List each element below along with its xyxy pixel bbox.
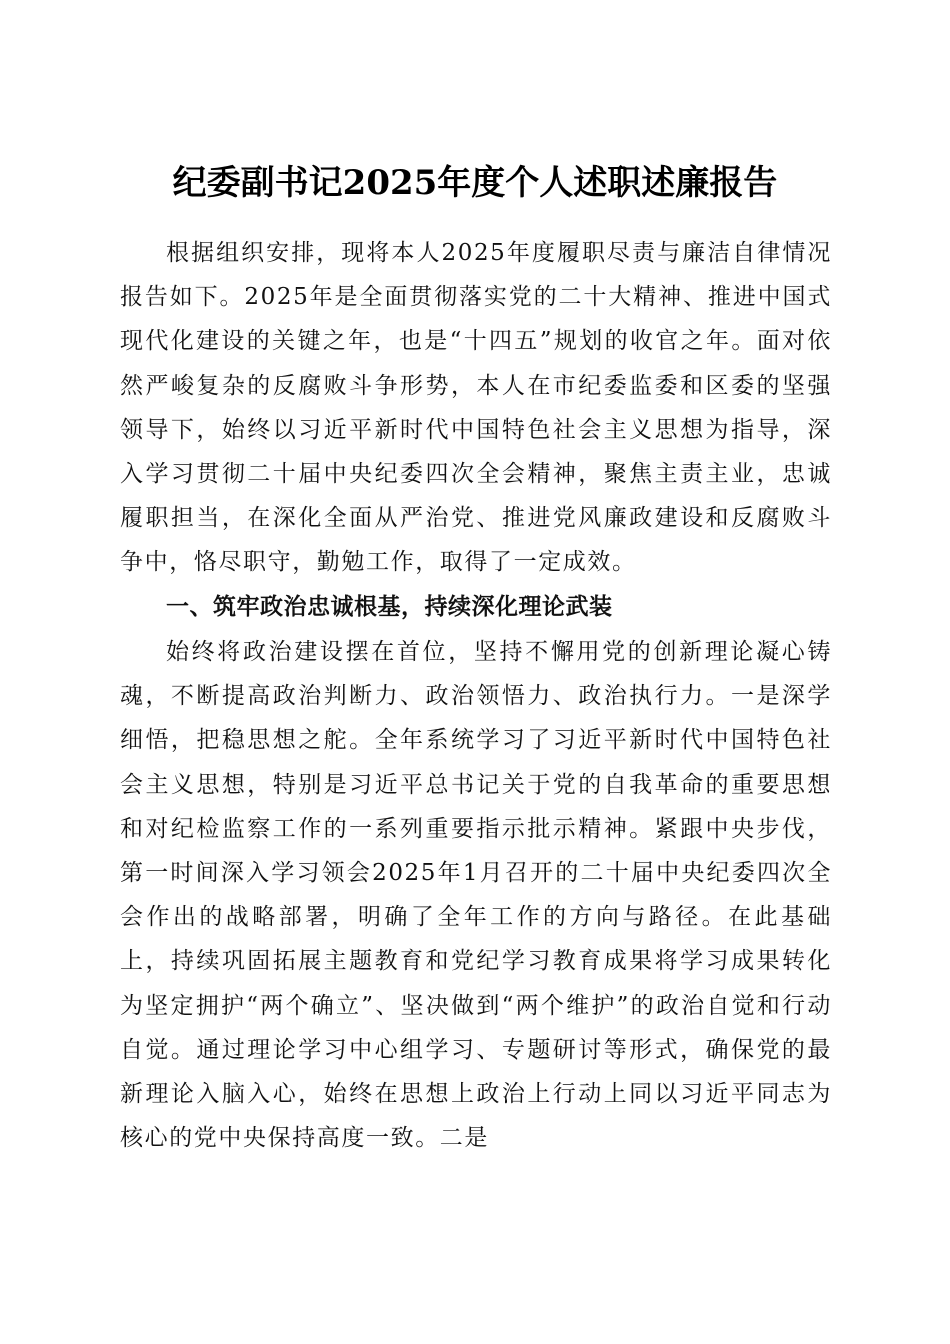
document-title: 纪委副书记2025年度个人述职述廉报告 [172,162,778,203]
section-heading: 一、筑牢政治忠诚根基，持续深化理论武装 [166,594,613,620]
section-paragraph: 始终将政治建设摆在首位，坚持不懈用党的创新理论凝心铸魂，不断提高政治判断力、政治领悟力、政治执行力。一是深学细悟，把稳思想之舵。全年系统学习了习近平新时代中国特色社会主义思想，特别是习近平总书记关于党的自我革命的重要思想和对纪检监察工作的一系列重要指示批示精神。紧跟中央步伐，第一时间深入学习领会2025年1月召开的二十届中央纪委四次全会作出的战略部署，明确了全年工作的方向与路径。在此基础上，持续巩固拓展主题教育和党纪学习教育成果将学习成果转化为坚定拥护“两个确立”、坚决做到“两个维护”的政治自觉和行动自觉。通过理论学习中心组学习、专题研讨等形式，确保党的最新理论入脑入心，始终在思想上政治上行动上同以习近平同志为核心的党中央保持高度一致。二是 [120,639,832,1152]
intro-paragraph: 根据组织安排，现将本人2025年度履职尽责与廉洁自律情况报告如下。2025年是全面贯彻落实党的二十大精神、推进中国式现代化建设的关键之年，也是“十四五”规划的收官之年。面对依然严峻复杂的反腐败斗争形势，本人在市纪委监委和区委的坚强领导下，始终以习近平新时代中国特色社会主义思想为指导，深入学习贯彻二十届中央纪委四次全会精神，聚焦主责主业，忠诚履职担当，在深化全面从严治党、推进党风廉政建设和反腐败斗争中，恪尽职守，勤勉工作，取得了一定成效。 [120,240,832,576]
